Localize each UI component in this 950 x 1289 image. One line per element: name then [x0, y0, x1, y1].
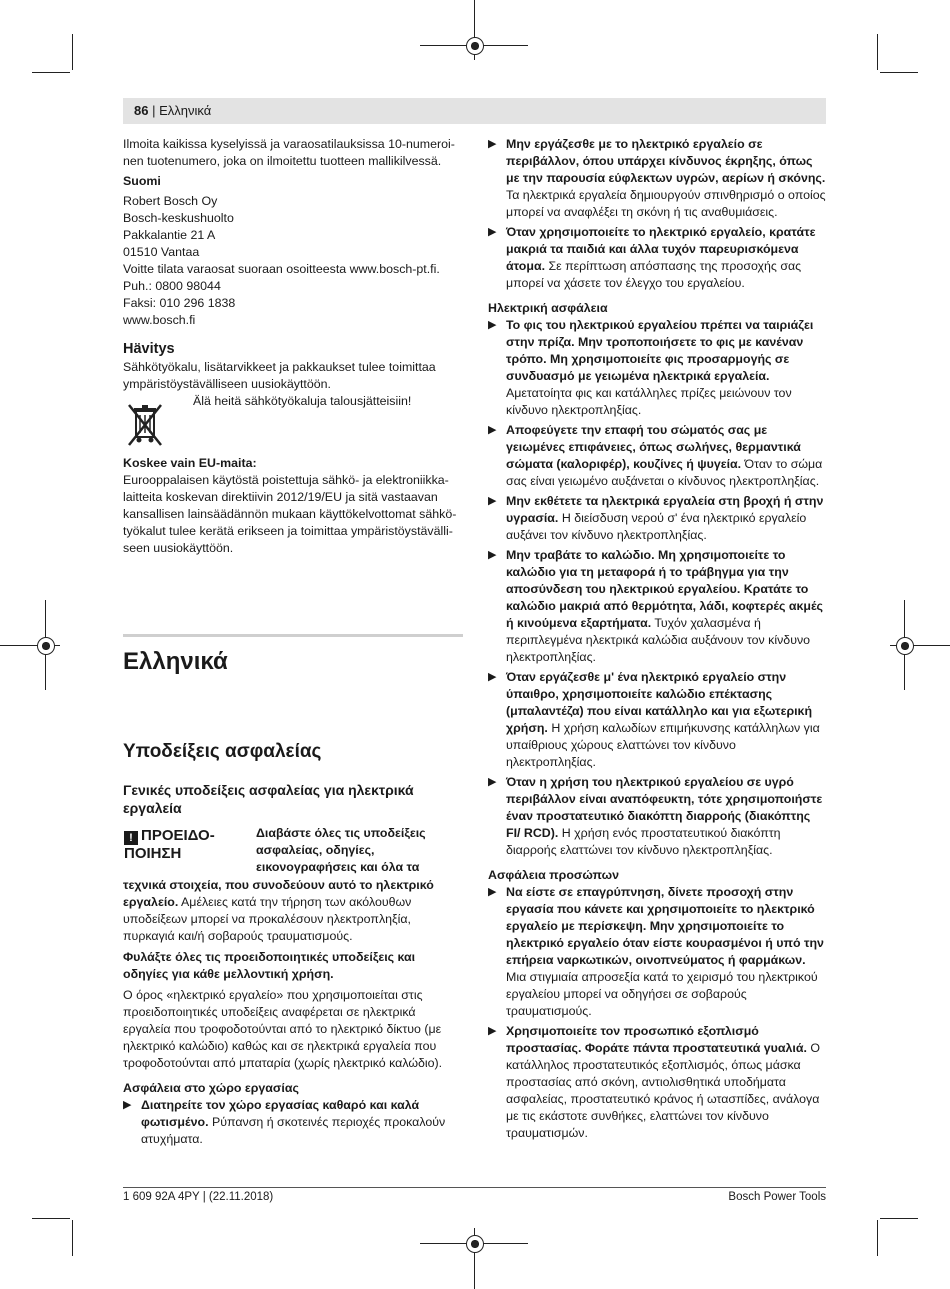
registration-mark-icon [466, 37, 484, 55]
section-divider [123, 634, 463, 637]
warning-body: Αμέλειες κατά την τήρηση των ακόλουθων υποδείξεων μπορεί να προκαλέσουν ηλεκτροπληξία, πυρκαγιά και/ή σοβαρούς τραυματισμούς. [123, 895, 412, 943]
workplace-safety-title: Ασφάλεια στο χώρο εργασίας [123, 1081, 299, 1095]
page-header-bar [123, 98, 826, 124]
language-title: Ελληνικά [123, 648, 228, 675]
arrow-bullet-icon: ▶ [488, 549, 497, 561]
weee-row [123, 393, 463, 449]
crop-mark [32, 1218, 70, 1219]
page-number: 86 [134, 103, 149, 118]
list-item: ▶ Αποφεύγετε την επαφή του σώματός σας με γειωμένες επιφάνειες, όπως σωλήνες, θερμαντικά σώματα (καλοριφέρ), κουζίνες ή ψυγεία. Όταν το σώμα σας είναι γειωμένο αυξάνεται ο κίνδυνος ηλεκτροπληξίας. [488, 423, 823, 488]
arrow-bullet-icon: ▶ [488, 1025, 497, 1037]
address-line: Voitte tilata varaosat suoraan osoitteesta www.bosch-pt.fi. [123, 262, 440, 276]
crop-mark [72, 1220, 73, 1256]
arrow-bullet-icon: ▶ [123, 1099, 132, 1111]
list-item: ▶ Όταν χρησιμοποιείτε το ηλεκτρικό εργαλείο, κρατάτε μακριά τα παιδιά και άλλα τυχόν παρευρισκόμενα άτομα. Σε περίπτωση απόσπασης της προσοχής σας μπορεί να χάσετε τον έλεγχο του εργαλείου. [488, 225, 816, 290]
address-line: Faksi: 010 296 1838 [123, 296, 236, 310]
crop-mark [877, 1220, 878, 1256]
service-address [123, 193, 463, 329]
crop-mark [880, 1218, 918, 1219]
footer-divider [123, 1187, 826, 1188]
address-line: Puh.: 0800 98044 [123, 279, 221, 293]
section-title-havitys: Hävitys [123, 341, 175, 357]
registration-mark-icon [466, 1235, 484, 1253]
arrow-bullet-icon: ▶ [488, 424, 497, 436]
address-line: Robert Bosch Oy [123, 194, 218, 208]
electrical-safety-title: Ηλεκτρική ασφάλεια [488, 301, 608, 315]
address-line: Bosch-keskushuolto [123, 211, 234, 225]
disposal-text: Sähkötyökalu, lisätarvikkeet ja pakkaukset tulee toimittaa ympäristöystävälliseen uusiokäyttöön. [123, 360, 436, 391]
address-line: 01510 Vantaa [123, 245, 200, 259]
warning-label-box [124, 827, 254, 863]
power-tool-definition: Ο όρος «ηλεκτρικό εργαλείο» που χρησιμοποιείται στις προειδοποιητικές υποδείξεις αναφέρεται σε ηλεκτρικά εργαλεία που τροφοδοτούνται από το ηλεκτρικό δίκτυο (με ηλεκτρικό καλώδιο) καθώς και σε ηλεκτρικά εργαλεία που τροφοδοτούνται από μπαταρία (χωρίς ηλεκτρικό καλώδιο). [123, 988, 443, 1070]
list-item: ▶ Όταν η χρήση του ηλεκτρικού εργαλείου σε υγρό περιβάλλον είναι αναπόφευκτη, τότε χρησιμοποιήστε έναν προστατευτικό διακόπτη διαρροής (διακόπτης FI/ RCD). Η χρήση ενός προστατευτικού διακόπτη διαρροής ελαττώνει τον κίνδυνο ηλεκτροπληξίας. [488, 775, 823, 857]
safety-notes-title: Υποδείξεις ασφαλείας [123, 741, 322, 762]
arrow-bullet-icon: ▶ [488, 495, 497, 507]
right-column [488, 136, 826, 1145]
warning-triangle-icon: ! [124, 831, 138, 845]
left-column [123, 136, 463, 557]
list-item: ▶ Το φις του ηλεκτρικού εργαλείου πρέπει να ταιριάζει στην πρίζα. Μην τροποποιήσετε το φις με κανέναν τρόπο. Μη χρησιμοποιείτε φις προσαρμογής σε συνδυασμό με γειωμένα ηλεκτρικά εργαλεία. Αμετατοίητα φις και κατάλληλες πρίζες μειώνουν τον κίνδυνο ηλεκτροπληξίας. [488, 318, 814, 417]
arrow-bullet-icon: ▶ [488, 226, 497, 238]
list-item: ▶ Να είστε σε επαγρύπνηση, δίνετε προσοχή στην εργασία που κάνετε και χρησιμοποιείτε το ηλεκτρικό εργαλείο με περίσκεψη. Μην χρησιμοποιείτε το ηλεκτρικό εργαλείο όταν είστε κουρασμένοι ή υπό την επήρεια ναρκωτικών, οινοπνεύματος ή φαρμάκων. Μια στιγμιαία απροσεξία κατά το χειρισμό του ηλεκτρικού εργαλείου μπορεί να οδηγήσει σε σοβαρούς τραυματισμούς. [488, 885, 824, 1018]
general-safety-title: Γενικές υποδείξεις ασφαλείας για ηλεκτρικά εργαλεία [123, 782, 414, 816]
arrow-bullet-icon: ▶ [488, 319, 497, 331]
list-item: ▶ Μην εργάζεσθε με το ηλεκτρικό εργαλείο σε περιβάλλον, όπου υπάρχει κίνδυνος έκρηξης, όπως με την παρουσία εύφλεκτων υγρών, αερίων ή σκόνης. Τα ηλεκτρικά εργαλεία δημιουργούν σπινθηρισμό ο οποίος μπορεί να αναφλέξει τη σκόνη ή τις αναθυμιάσεις. [488, 137, 826, 219]
keep-instructions: Φυλάξτε όλες τις προειδοποιητικές υποδείξεις και οδηγίες για κάθε μελλοντική χρήση. [123, 950, 416, 981]
registration-mark-icon [896, 637, 914, 655]
address-line: Pakkalantie 21 A [123, 228, 216, 242]
warning-lead-text: Διαβάστε όλες τις υποδείξεις ασφαλείας, οδηγίες, εικονογραφήσεις και όλα τα [256, 826, 426, 874]
address-line: www.bosch.fi [123, 313, 196, 327]
page-header [134, 103, 211, 118]
eu-directive-text: Eurooppalaisen käytöstä poistettuja sähkö- ja elektroniikka-laitteita koskevan direktiivin 2012/19/EU ja sitä vastaavan kansallisen lainsäädännön mukaan käyttökelvottomat sähkö-työkalut tulee kerätä erikseen ja toimittaa ympäristöystävälli-seen uusiokäyttöön. [123, 473, 457, 555]
arrow-bullet-icon: ▶ [488, 671, 497, 683]
crossed-bin-icon [125, 401, 165, 451]
header-divider: | [152, 103, 160, 118]
arrow-bullet-icon: ▶ [488, 776, 497, 788]
header-section: Ελληνικά [159, 103, 212, 118]
registration-mark-icon [37, 637, 55, 655]
list-item: ▶ Μην τραβάτε το καλώδιο. Μη χρησιμοποιείτε το καλώδιο για τη μεταφορά ή το τράβηγμα για την αποσύνδεση του ηλεκτρικού εργαλείου. Κρατάτε το καλώδιο μακριά από θερμότητα, λάδι, κοφτερές ακμές ή κινούμενα εξαρτήματα. Τυχόν χαλασμένα ή περιπλεγμένα ηλεκτρικά καλώδια αυξάνουν τον κίνδυνο ηλεκτροπληξίας. [488, 548, 823, 664]
warning-lead-continued: τεχνικά στοιχεία, που συνοδεύουν αυτό το ηλεκτρικό εργαλείο. [123, 878, 434, 909]
footer-brand: Bosch Power Tools [728, 1191, 826, 1203]
list-item: ▶ Διατηρείτε τον χώρο εργασίας καθαρό και καλά φωτισμένο. Ρύπανση ή σκοτεινές περιοχές προκαλούν ατυχήματα. [123, 1098, 446, 1146]
crop-mark [72, 34, 73, 70]
crop-mark [32, 72, 70, 73]
list-item: ▶ Όταν εργάζεσθε μ' ένα ηλεκτρικό εργαλείο στην ύπαιθρο, χρησιμοποιείτε καλώδιο επέκτασης (μπαλαντέζα) που είναι κατάλληλο και για εξωτερική χρήση. Η χρήση καλωδίων επιμήκυνσης κατάλληλων για υπαίθριους χώρους ελαττώνει τον κίνδυνο ηλεκτροπληξίας. [488, 670, 820, 769]
arrow-bullet-icon: ▶ [488, 138, 497, 150]
warning-label: ΠΡΟΕΙΔΟ-ΠΟΙΗΣΗ [124, 827, 215, 862]
personal-safety-title: Ασφάλεια προσώπων [488, 868, 619, 882]
country-title-suomi: Suomi [123, 174, 161, 188]
weee-warning-text: Älä heitä sähkötyökaluja talousjätteisiin! [193, 394, 412, 408]
left-column-lower [123, 877, 463, 1151]
list-item: ▶ Χρησιμοποιείτε τον προσωπικό εξοπλισμό προστασίας. Φοράτε πάντα προστατευτικά γυαλιά. Ο κατάλληλος προστατευτικός εξοπλισμός, όπως μάσκα προστασίας από σκόνη, αντιολισθητικά υποδήματα ασφαλείας, προστατευτικό κράνος ή ωτασπίδες, ανάλογα με τις εκάστοτε συνθήκες, ελαττώνει τον κίνδυνο τραυματισμών. [488, 1024, 820, 1140]
part-number-note: Ilmoita kaikissa kyselyissä ja varaosatilauksissa 10-numeroi-nen tuotenumero, joka on ilmoitettu tuotteen mallikilvessä. [123, 137, 455, 168]
arrow-bullet-icon: ▶ [488, 886, 497, 898]
crop-mark [880, 72, 918, 73]
warning-paragraph [123, 877, 463, 945]
eu-only-title: Koskee vain EU-maita: [123, 456, 257, 470]
footer-doc-id: 1 609 92A 4PY | (22.11.2018) [123, 1191, 274, 1203]
list-item: ▶ Μην εκθέτετε τα ηλεκτρικά εργαλεία στη βροχή ή στην υγρασία. Η διείσδυση νερού σ' ένα ηλεκτρικό εργαλείο αυξάνει τον κίνδυνο ηλεκτροπληξίας. [488, 494, 824, 542]
crop-mark [877, 34, 878, 70]
